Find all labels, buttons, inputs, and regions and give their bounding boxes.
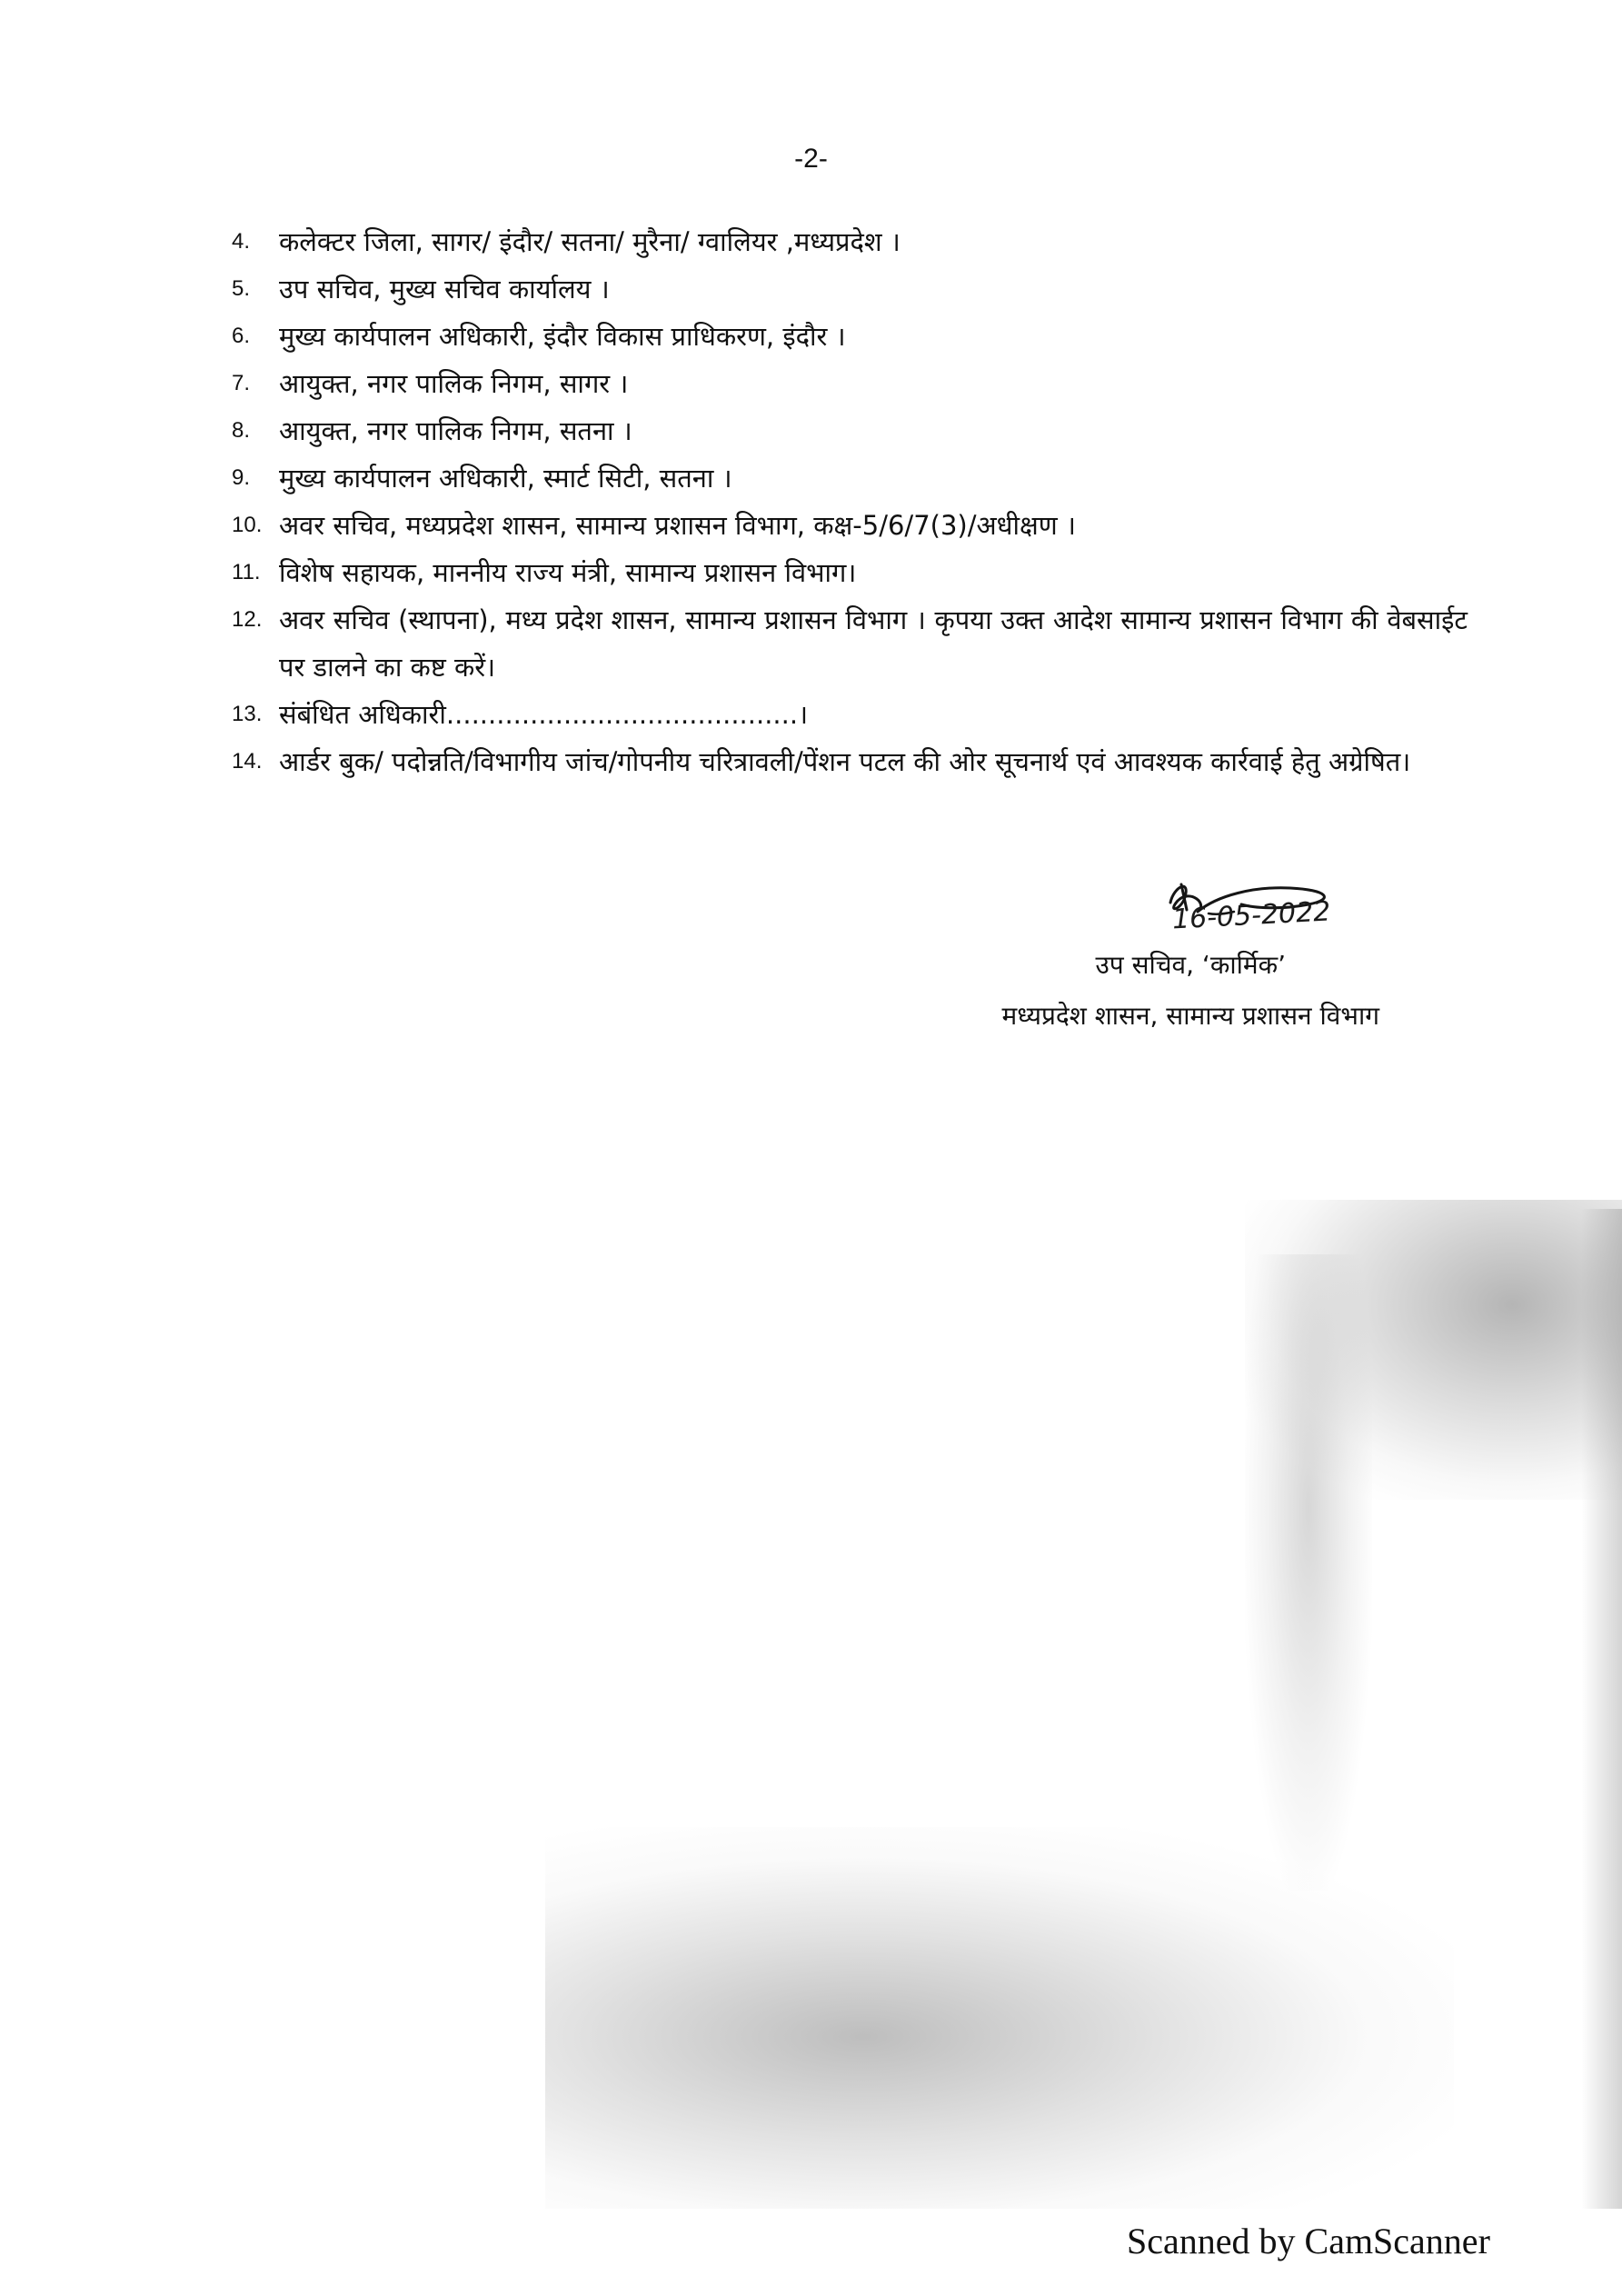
scan-smudge bbox=[1245, 1254, 1372, 1891]
list-item bbox=[232, 502, 1468, 549]
signatory-designation: उप सचिव, ‘कार्मिक’ bbox=[1095, 950, 1286, 980]
list-item-number: 7. bbox=[232, 371, 251, 395]
list-item-text: मुख्य कार्यपालन अधिकारी, स्मार्ट सिटी, सतना । bbox=[279, 463, 732, 494]
list-item-number: 5. bbox=[232, 276, 251, 301]
list-item bbox=[232, 738, 1468, 785]
list-item-text: मुख्य कार्यपालन अधिकारी, इंदौर विकास प्राधिकरण, इंदौर । bbox=[279, 321, 846, 352]
page-number: -2- bbox=[794, 144, 828, 174]
signatory-department: मध्यप्रदेश शासन, सामान्य प्रशासन विभाग bbox=[1001, 1001, 1379, 1031]
list-item-number: 11. bbox=[232, 560, 261, 584]
scan-smudge bbox=[1245, 1200, 1622, 1500]
scan-edge-shadow bbox=[1581, 1209, 1622, 2209]
list-item bbox=[232, 265, 1468, 313]
list-item-text: अवर सचिव (स्थापना), मध्य प्रदेश शासन, सामान्य प्रशासन विभाग । कृपया उक्त आदेश सामान्य प्रशासन विभाग की वेबसाईट पर डालने का कष्ट करें। bbox=[279, 604, 1468, 683]
list-item-text: संबंधित अधिकारी..........................................। bbox=[279, 699, 809, 730]
list-item-text: विशेष सहायक, माननीय राज्य मंत्री, सामान्य प्रशासन विभाग। bbox=[279, 557, 857, 588]
list-item-number: 12. bbox=[232, 607, 263, 632]
list-item-text: उप सचिव, मुख्य सचिव कार्यालय । bbox=[279, 274, 610, 304]
signature-date: 16-05-2022 bbox=[1171, 895, 1332, 936]
list-item-number: 13. bbox=[232, 702, 263, 726]
list-item-number: 6. bbox=[232, 324, 251, 348]
list-item-number: 8. bbox=[232, 418, 251, 443]
list-item-text: आयुक्त, नगर पालिक निगम, सतना । bbox=[279, 415, 632, 446]
list-item-number: 9. bbox=[232, 465, 251, 490]
list-item-number: 4. bbox=[232, 229, 251, 254]
list-item bbox=[232, 360, 1468, 407]
list-item-text: आयुक्त, नगर पालिक निगम, सागर । bbox=[279, 368, 629, 399]
list-item-text: कलेक्टर जिला, सागर/ इंदौर/ सतना/ मुरैना/ ग्वालियर ,मध्यप्रदेश । bbox=[279, 226, 901, 257]
list-item bbox=[232, 549, 1468, 596]
distribution-list bbox=[232, 218, 1468, 785]
scan-smudge bbox=[545, 1827, 1454, 2209]
list-item bbox=[232, 313, 1468, 360]
list-item bbox=[232, 218, 1468, 265]
scanner-watermark: Scanned by CamScanner bbox=[1127, 2221, 1490, 2261]
list-item-text: अवर सचिव, मध्यप्रदेश शासन, सामान्य प्रशासन विभाग, कक्ष-5/6/7(3)/अधीक्षण । bbox=[279, 510, 1076, 541]
list-item bbox=[232, 691, 1468, 738]
list-item-number: 14. bbox=[232, 749, 263, 774]
list-item bbox=[232, 407, 1468, 454]
list-item bbox=[232, 454, 1468, 502]
list-item-text: आर्डर बुक/ पदोन्नति/विभागीय जांच/गोपनीय चरित्रावली/पेंशन पटल की ओर सूचनार्थ एवं आवश्यक कार्रवाई हेतु अग्रेषित। bbox=[279, 746, 1411, 777]
list-item-number: 10. bbox=[232, 513, 263, 537]
list-item bbox=[232, 596, 1468, 691]
